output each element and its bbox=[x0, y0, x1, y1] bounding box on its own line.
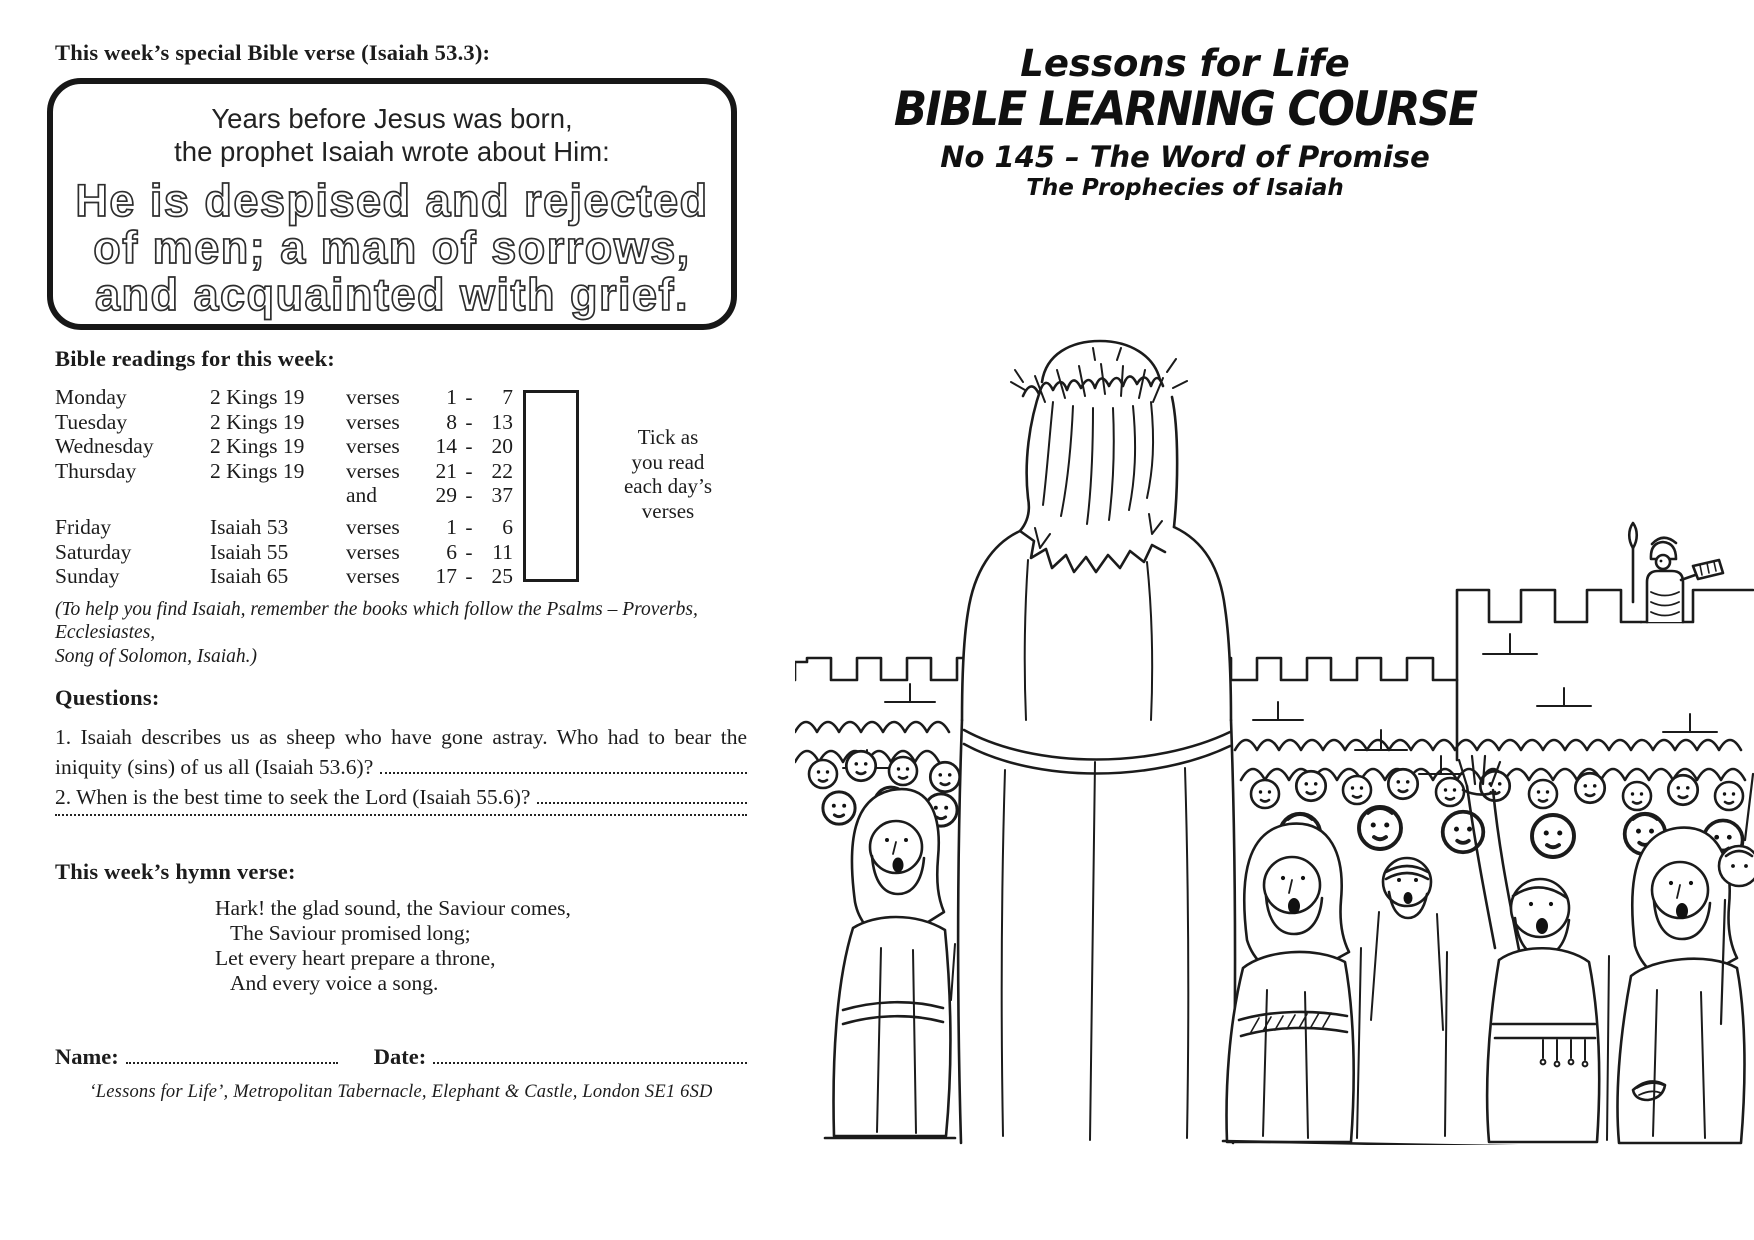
course-subtitle: The Prophecies of Isaiah bbox=[1026, 175, 1344, 201]
question-2 bbox=[55, 782, 747, 812]
crowd bbox=[795, 722, 1754, 1143]
table-row bbox=[55, 515, 515, 540]
signature-row bbox=[55, 1044, 747, 1070]
reading-book: Isaiah 55 bbox=[210, 539, 289, 564]
find-note-line: Song of Solomon, Isaiah.) bbox=[55, 645, 258, 667]
reading-label: verses bbox=[346, 458, 400, 483]
reading-to: 7 bbox=[502, 385, 513, 409]
reading-from: 8 bbox=[446, 409, 457, 434]
question-1-line2 bbox=[55, 752, 747, 782]
reading-dash: - bbox=[465, 458, 473, 483]
reading-label: verses bbox=[346, 514, 400, 539]
reading-to: 20 bbox=[491, 434, 513, 459]
verse-heading: This week’s special Bible verse (Isaiah 53.3): bbox=[55, 40, 491, 65]
reading-dash: - bbox=[465, 385, 473, 409]
course-main-title: BIBLE LEARNING COURSE bbox=[893, 82, 1477, 137]
table-row bbox=[55, 434, 515, 459]
table-row bbox=[55, 459, 515, 484]
reading-day: Friday bbox=[55, 514, 112, 539]
tick-note-line: Tick as bbox=[637, 425, 699, 449]
crowd-man-headband bbox=[1371, 858, 1443, 1030]
reading-dash: - bbox=[465, 483, 473, 508]
table-row bbox=[55, 564, 515, 589]
verse-intro bbox=[53, 102, 731, 168]
verse-intro-line: the prophet Isaiah wrote about Him: bbox=[174, 136, 610, 167]
answer-line-3-row bbox=[55, 814, 747, 839]
city-wall bbox=[795, 523, 1753, 774]
reading-to: 6 bbox=[502, 514, 513, 539]
reading-to: 37 bbox=[491, 483, 513, 508]
jesus-figure bbox=[958, 340, 1235, 1143]
tick-note-line: verses bbox=[641, 498, 695, 523]
tick-checkbox[interactable] bbox=[523, 390, 579, 582]
reading-book: Isaiah 53 bbox=[210, 514, 289, 539]
reading-day bbox=[55, 483, 210, 508]
hymn-verse bbox=[55, 896, 747, 996]
reading-from: 1 bbox=[446, 385, 457, 409]
date-field[interactable] bbox=[433, 1062, 747, 1064]
reading-to: 25 bbox=[491, 564, 513, 589]
readings-section bbox=[55, 385, 747, 589]
course-header bbox=[840, 42, 1530, 201]
reading-book: 2 Kings 19 bbox=[210, 409, 305, 434]
watchtower bbox=[1457, 590, 1753, 760]
question-1-text: iniquity (sins) of us all (Isaiah 53.6)? bbox=[55, 754, 374, 779]
reading-label: and bbox=[346, 483, 378, 508]
reading-from: 29 bbox=[435, 483, 457, 508]
roman-soldier-icon bbox=[1629, 523, 1723, 622]
tick-note-line: each day’s bbox=[623, 474, 713, 498]
reading-from: 1 bbox=[446, 514, 457, 539]
reading-day: Saturday bbox=[55, 539, 132, 564]
question-2-text: 2. When is the best time to seek the Lord (Isaiah 55.6)? bbox=[55, 784, 531, 809]
find-isaiah-note bbox=[55, 598, 747, 668]
left-page bbox=[55, 40, 747, 1103]
reading-dash: - bbox=[465, 564, 473, 589]
verse-outline-line: and acquainted with grief. bbox=[94, 268, 690, 320]
question-1-line1: 1. Isaiah describes us as sheep who have gone astray. Who had to bear the bbox=[55, 724, 747, 749]
table-row bbox=[55, 540, 515, 565]
reading-dash: - bbox=[465, 514, 473, 539]
reading-dash: - bbox=[465, 409, 473, 434]
verse-intro-line: Years before Jesus was born, bbox=[211, 103, 573, 134]
hymn-line: Let every heart prepare a throne, bbox=[215, 945, 496, 970]
reading-day: Thursday bbox=[55, 458, 137, 483]
crowd-man-left bbox=[834, 789, 951, 1136]
reading-dash: - bbox=[465, 539, 473, 564]
reading-day: Monday bbox=[55, 385, 127, 409]
reading-day: Tuesday bbox=[55, 409, 128, 434]
reading-from: 6 bbox=[446, 539, 457, 564]
table-row bbox=[55, 410, 515, 435]
table-row bbox=[55, 483, 515, 508]
reading-book: Isaiah 65 bbox=[210, 564, 289, 589]
questions-heading: Questions: bbox=[55, 684, 160, 710]
crowd-man-raised-arm bbox=[1459, 756, 1599, 1142]
memory-verse-box bbox=[47, 78, 737, 330]
reading-book: 2 Kings 19 bbox=[210, 434, 305, 459]
verse-outline-line: He is despised and rejected bbox=[75, 175, 709, 226]
reading-day: Sunday bbox=[55, 564, 120, 589]
publisher-footer: ‘Lessons for Life’, Metropolitan Tabernacle, Elephant & Castle, London SE1 6SD bbox=[89, 1081, 713, 1102]
course-series-title: Lessons for Life bbox=[1020, 42, 1350, 85]
reading-book: 2 Kings 19 bbox=[210, 458, 305, 483]
reading-dash: - bbox=[465, 434, 473, 459]
reading-book bbox=[210, 483, 346, 508]
date-label: Date: bbox=[373, 1043, 427, 1069]
answer-line-2[interactable] bbox=[537, 802, 747, 804]
hymn-heading: This week’s hymn verse: bbox=[55, 858, 296, 884]
reading-label: verses bbox=[346, 434, 400, 459]
reading-label: verses bbox=[346, 385, 400, 409]
course-issue-title: No 145 – The Word of Promise bbox=[940, 140, 1430, 174]
reading-to: 11 bbox=[492, 539, 513, 564]
answer-line-1[interactable] bbox=[380, 772, 747, 774]
reading-to: 13 bbox=[491, 409, 513, 434]
reading-day: Wednesday bbox=[55, 434, 154, 459]
reading-to: 22 bbox=[491, 458, 513, 483]
tick-note bbox=[603, 425, 733, 589]
hymn-line: Hark! the glad sound, the Saviour comes, bbox=[215, 895, 571, 920]
tick-note-line: you read bbox=[631, 449, 705, 474]
reading-label: verses bbox=[346, 564, 400, 589]
hymn-line: And every voice a song. bbox=[230, 970, 439, 995]
crowd-man-hooded bbox=[1227, 824, 1354, 1142]
name-field[interactable] bbox=[126, 1062, 338, 1064]
reading-from: 17 bbox=[435, 564, 457, 589]
verse-outline-text bbox=[53, 175, 731, 320]
hymn-line: The Saviour promised long; bbox=[230, 920, 471, 945]
reading-from: 21 bbox=[435, 458, 457, 483]
reading-from: 14 bbox=[435, 434, 457, 459]
table-row bbox=[55, 385, 515, 410]
name-label: Name: bbox=[55, 1043, 119, 1069]
answer-line-3[interactable] bbox=[55, 814, 747, 816]
reading-label: verses bbox=[346, 409, 400, 434]
readings-table bbox=[55, 385, 515, 589]
find-note-line: (To help you find Isaiah, remember the books which follow the Psalms – Proverbs, Ecclesiastes, bbox=[55, 598, 698, 644]
illustration-jesus-before-crowd bbox=[795, 300, 1754, 1145]
reading-label: verses bbox=[346, 539, 400, 564]
readings-heading: Bible readings for this week: bbox=[55, 346, 335, 371]
reading-book: 2 Kings 19 bbox=[210, 385, 305, 409]
verse-outline-line: of men; a man of sorrows, bbox=[93, 221, 691, 273]
